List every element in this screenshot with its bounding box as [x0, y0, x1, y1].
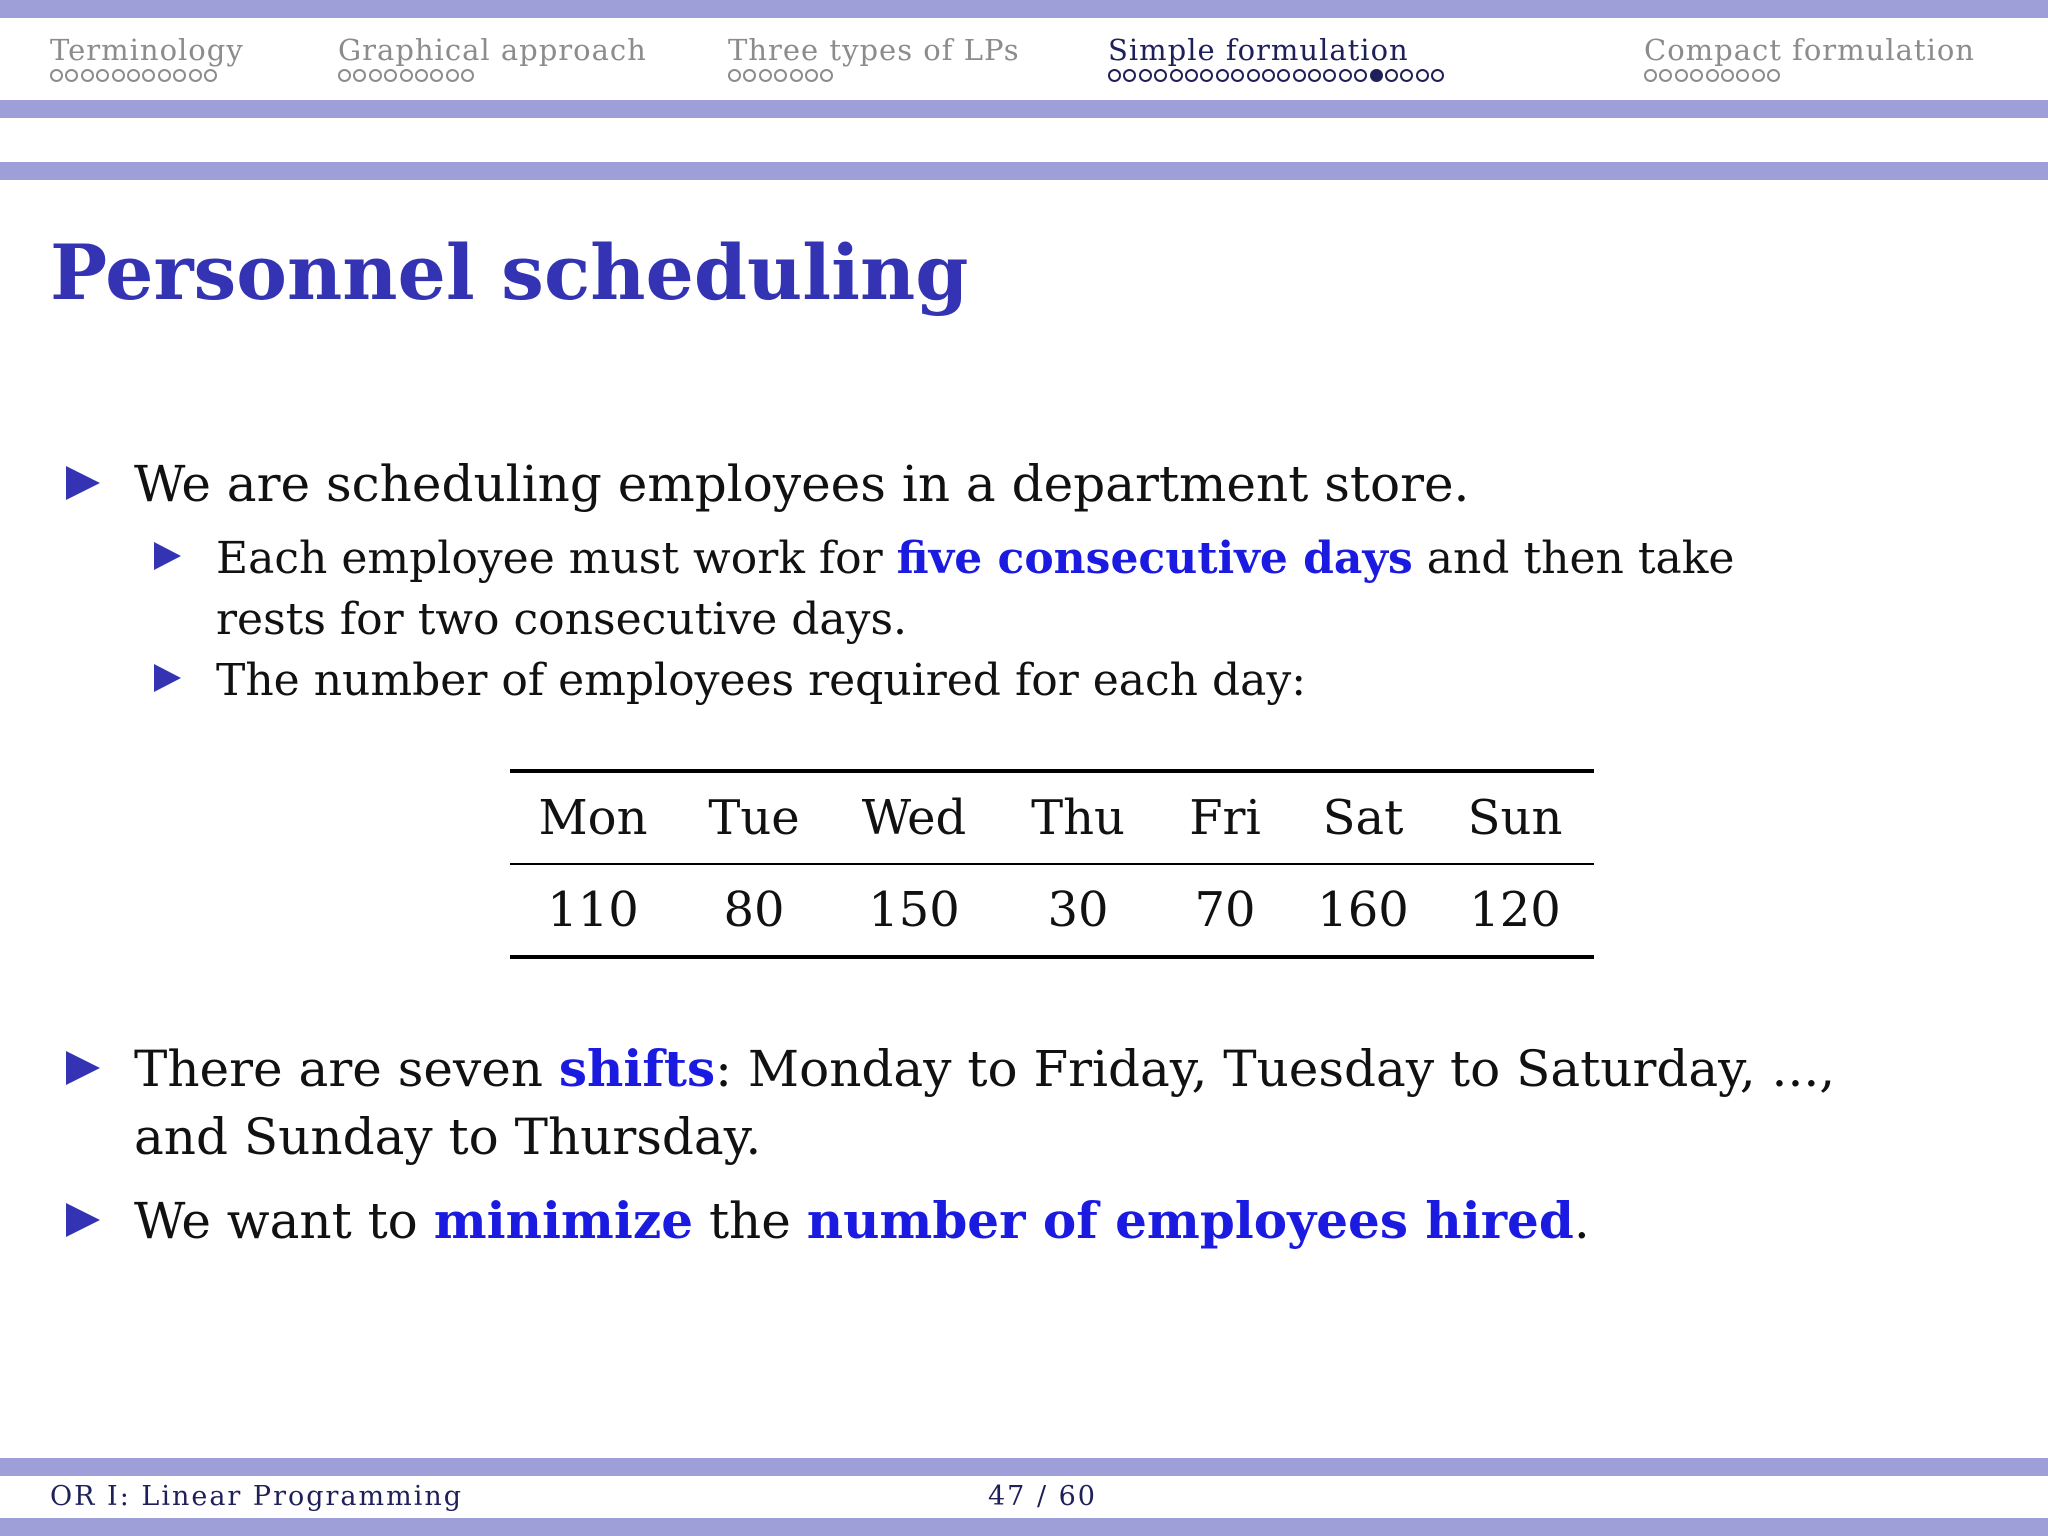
slide-dot[interactable] — [1123, 69, 1136, 82]
title-band — [0, 162, 2048, 180]
bullet-text: We are scheduling employees in a department store. — [134, 455, 1470, 513]
sub-bullet-text-continued: rests for two consecutive days. — [216, 594, 908, 645]
bullet-arrow-icon — [66, 1051, 100, 1085]
slide-dot[interactable] — [1108, 69, 1121, 82]
highlight-text: five consecutive days — [896, 533, 1413, 584]
slide-dot[interactable] — [369, 69, 382, 82]
slide-dot[interactable] — [1752, 69, 1765, 82]
slide-dot[interactable] — [1354, 69, 1367, 82]
table-row — [510, 864, 1594, 957]
text-span: : Monday to Friday, Tuesday to Saturday, ..., — [715, 1040, 1836, 1098]
slide-dot[interactable] — [1736, 69, 1749, 82]
slide-dot[interactable] — [743, 69, 756, 82]
sub-bullet-text — [216, 528, 1734, 589]
table-cell: 110 — [547, 882, 639, 938]
nav-progress-dots — [50, 69, 244, 82]
table-cell: 70 — [1194, 882, 1256, 938]
slide-dot[interactable] — [1323, 69, 1336, 82]
table-header-cell: Fri — [1189, 790, 1261, 846]
highlight-text: number of employees hired — [806, 1191, 1574, 1250]
slide-dot[interactable] — [96, 69, 109, 82]
nav-progress-dots — [338, 69, 647, 82]
table-header-cell: Mon — [538, 790, 648, 846]
slide-dot[interactable] — [112, 69, 125, 82]
slide-dot[interactable] — [1339, 69, 1352, 82]
nav-section-label: Graphical approach — [338, 33, 647, 67]
slide-dot[interactable] — [1262, 69, 1275, 82]
footer-course-title: OR I: Linear Programming — [50, 1481, 464, 1512]
nav-progress-dots — [1644, 69, 1975, 82]
slide-dot[interactable] — [1308, 69, 1321, 82]
text-span: There are seven — [134, 1040, 559, 1098]
bullet-text-continued: and Sunday to Thursday. — [134, 1108, 762, 1166]
slide-title: Personnel scheduling — [50, 228, 969, 317]
nav-section-label: Terminology — [50, 33, 244, 67]
nav-section-label: Compact formulation — [1644, 33, 1975, 67]
slide-dot[interactable] — [1216, 69, 1229, 82]
slide-dot[interactable] — [415, 69, 428, 82]
table-header-cell: Wed — [861, 790, 967, 846]
slide-dot[interactable] — [1721, 69, 1734, 82]
slide-dot[interactable] — [173, 69, 186, 82]
slide-dot[interactable] — [400, 69, 413, 82]
bullet-arrow-icon — [66, 466, 100, 500]
slide-dot[interactable] — [127, 69, 140, 82]
nav-section-label: Simple formulation — [1108, 33, 1409, 67]
slide-dot[interactable] — [1659, 69, 1672, 82]
bullet-arrow-icon — [66, 1203, 100, 1237]
bullet-arrow-icon — [154, 542, 181, 570]
slide-dot[interactable] — [189, 69, 202, 82]
sub-bullet-text: The number of employees required for each day: — [216, 655, 1307, 706]
table-cell: 80 — [723, 882, 785, 938]
footer-page-number: 47 / 60 — [988, 1481, 1097, 1512]
nav-section-terminology[interactable] — [50, 34, 244, 82]
slide-dot[interactable] — [1675, 69, 1688, 82]
slide-dot[interactable] — [759, 69, 772, 82]
slide-dot[interactable] — [353, 69, 366, 82]
slide-dot[interactable] — [774, 69, 787, 82]
slide-dot[interactable] — [204, 69, 217, 82]
slide-dot[interactable] — [1277, 69, 1290, 82]
slide-dot[interactable] — [1385, 69, 1398, 82]
nav-progress-dots — [728, 69, 1020, 82]
footer-bottom-band — [0, 1518, 2048, 1536]
nav-section-label: Three types of LPs — [728, 33, 1020, 67]
slide-dot[interactable] — [158, 69, 171, 82]
table-cell: 120 — [1469, 882, 1561, 938]
text-span: . — [1573, 1192, 1590, 1250]
slide-dot[interactable] — [1690, 69, 1703, 82]
table-header-cell: Tue — [708, 790, 800, 846]
slide-dot[interactable] — [81, 69, 94, 82]
slide-dot[interactable] — [1200, 69, 1213, 82]
slide-dot[interactable] — [142, 69, 155, 82]
section-navigation — [0, 18, 2048, 100]
nav-bottom-band — [0, 100, 2048, 118]
highlight-text: shifts — [558, 1039, 716, 1098]
table-header-cell: Sat — [1322, 790, 1404, 846]
slide-dot[interactable] — [1247, 69, 1260, 82]
slide-dot[interactable] — [1185, 69, 1198, 82]
slide-dot[interactable] — [1293, 69, 1306, 82]
bullet-arrow-icon — [154, 664, 181, 692]
slide-dot[interactable] — [384, 69, 397, 82]
nav-section-compact-formulation[interactable] — [1644, 34, 1975, 82]
highlight-text: minimize — [433, 1191, 694, 1250]
table-header-cell: Sun — [1467, 790, 1563, 846]
bullet-text — [134, 1187, 1590, 1255]
nav-progress-dots — [1108, 69, 1447, 82]
text-span: the — [693, 1192, 807, 1250]
bullet-text — [134, 1035, 1835, 1103]
nav-section-three-types[interactable] — [728, 34, 1020, 82]
top-band — [0, 0, 2048, 18]
slide-dot[interactable] — [1706, 69, 1719, 82]
table-header-cell: Thu — [1031, 790, 1125, 846]
table-cell: 30 — [1047, 882, 1109, 938]
nav-section-graphical-approach[interactable] — [338, 34, 647, 82]
employee-requirements-table — [510, 769, 1594, 959]
slide-dot[interactable] — [1400, 69, 1413, 82]
slide-dot[interactable] — [1416, 69, 1429, 82]
slide-dot[interactable] — [728, 69, 741, 82]
slide-dot[interactable] — [1767, 69, 1780, 82]
slide-dot[interactable] — [790, 69, 803, 82]
slide-dot[interactable] — [446, 69, 459, 82]
text-span: and then take — [1412, 533, 1735, 584]
slide-dot[interactable] — [1231, 69, 1244, 82]
nav-section-simple-formulation[interactable] — [1108, 34, 1447, 82]
slide-dot[interactable] — [820, 69, 833, 82]
slide-dot[interactable] — [65, 69, 78, 82]
slide-dot[interactable] — [1644, 69, 1657, 82]
current-slide-dot[interactable] — [1370, 69, 1383, 82]
slide-dot[interactable] — [1170, 69, 1183, 82]
slide-dot[interactable] — [461, 69, 474, 82]
text-span: Each employee must work for — [216, 533, 897, 584]
table-header-row — [510, 771, 1594, 864]
table-cell: 160 — [1317, 882, 1409, 938]
table-cell: 150 — [868, 882, 960, 938]
text-span: We want to — [134, 1192, 434, 1250]
slide-dot[interactable] — [805, 69, 818, 82]
slide-dot[interactable] — [430, 69, 443, 82]
slide-dot[interactable] — [338, 69, 351, 82]
slide-dot[interactable] — [1431, 69, 1444, 82]
slide-dot[interactable] — [1154, 69, 1167, 82]
slide-dot[interactable] — [50, 69, 63, 82]
slide-dot[interactable] — [1139, 69, 1152, 82]
footer-top-band — [0, 1458, 2048, 1476]
